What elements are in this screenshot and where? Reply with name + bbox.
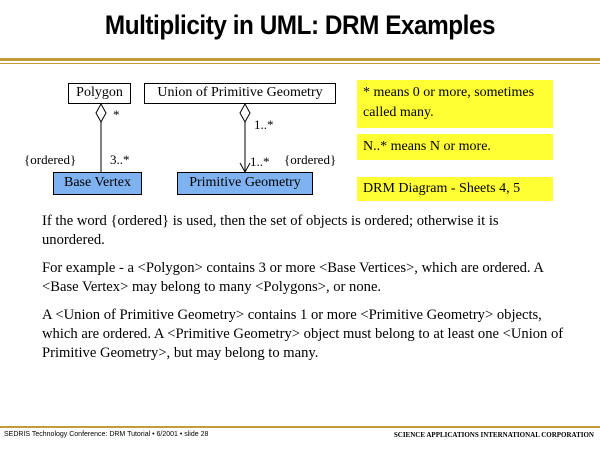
paragraph-ordered: If the word {ordered} is used, then the set of objects is ordered; otherwise it is unordered. xyxy=(42,213,499,248)
footer-left-text: SEDRIS Technology Conference: DRM Tutorial • 6/2001 • slide 28 xyxy=(4,431,209,438)
class-polygon xyxy=(68,83,131,104)
footer-divider xyxy=(0,426,600,428)
note-many: * means 0 or more, sometimes called many. xyxy=(357,80,553,128)
navigability-arrow xyxy=(240,163,250,172)
constraint-base-vertex-ordered: {ordered} xyxy=(24,152,77,167)
multiplicity-union: 1..* xyxy=(254,117,274,132)
title-divider xyxy=(0,58,600,61)
footer-right-text: SCIENCE APPLICATIONS INTERNATIONAL CORPORATION xyxy=(393,431,594,439)
multiplicity-polygon: * xyxy=(113,107,120,122)
class-base-vertex-label: Base Vertex xyxy=(64,175,131,190)
aggregation-diamond-union xyxy=(240,104,250,122)
multiplicity-base-vertex: 3..* xyxy=(110,152,130,167)
multiplicity-primitive-geometry: 1..* xyxy=(250,154,270,169)
body-text xyxy=(42,212,564,372)
class-polygon-label: Polygon xyxy=(76,85,123,100)
constraint-primitive-geometry-ordered: {ordered} xyxy=(284,152,337,167)
class-base-vertex xyxy=(53,172,142,195)
class-primitive-geometry-label: Primitive Geometry xyxy=(189,175,301,190)
class-primitive-geometry xyxy=(177,172,313,195)
note-drm-sheets: DRM Diagram - Sheets 4, 5 xyxy=(357,177,553,201)
class-union-label: Union of Primitive Geometry xyxy=(157,85,323,100)
slide-title: Multiplicity in UML: DRM Examples xyxy=(104,10,496,40)
aggregation-diamond-polygon xyxy=(96,104,106,122)
paragraph-union-example: A <Union of Primitive Geometry> contains 1 or more <Primitive Geometry> objects, which are ordered. A <Primitive Geometry> object must belong to at least one <Union of Primitive Geometry>, but may belong to many. xyxy=(42,307,564,361)
note-n-or-more: N..* means N or more. xyxy=(357,134,553,160)
class-union-of-primitive-geometry xyxy=(144,83,336,104)
title-divider-thin xyxy=(0,63,600,64)
paragraph-polygon-example: For example - a <Polygon> contains 3 or more <Base Vertices>, which are ordered. A <Base Vertex> may belong to many <Polygons>, or none. xyxy=(42,260,544,295)
